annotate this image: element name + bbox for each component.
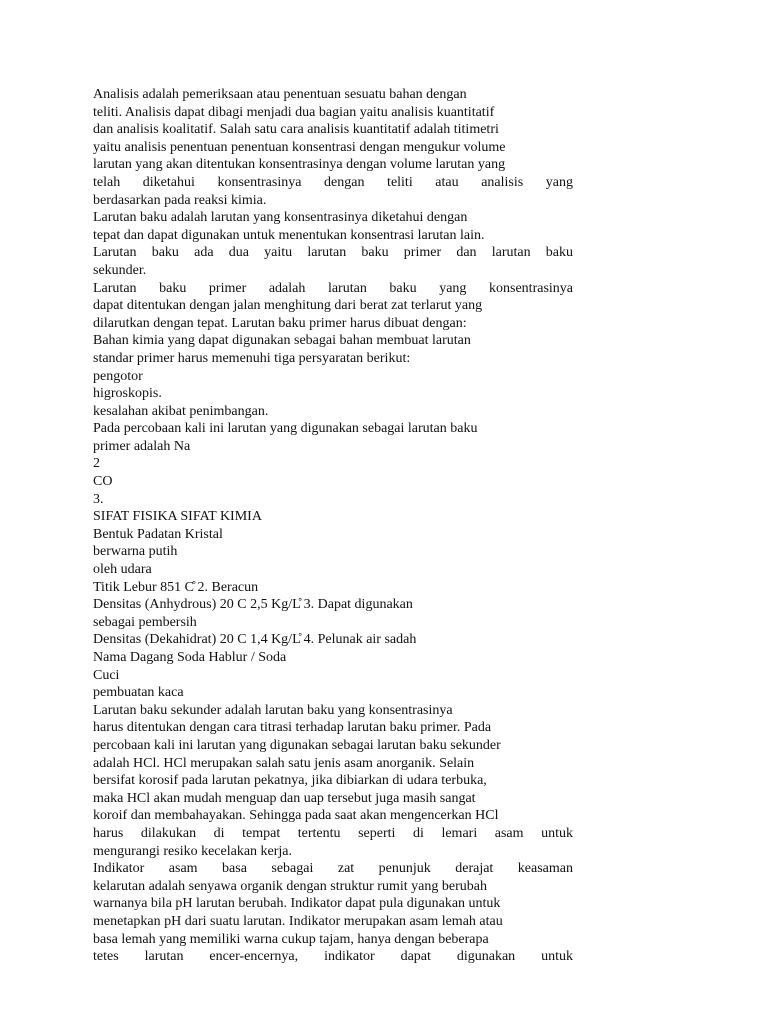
text-line: Larutan baku adalah larutan yang konsentrasinya diketahui dengan <box>93 210 468 226</box>
text-line: tepat dan dapat digunakan untuk menentukan konsentrasi larutan lain. <box>93 227 485 243</box>
text-line: warnanya bila pH larutan berubah. Indikator dapat pula digunakan untuk <box>93 896 501 912</box>
text-line: primer adalah Na <box>93 438 191 454</box>
text-line: harus ditentukan dengan cara titrasi terhadap larutan baku primer. Pada <box>93 720 492 736</box>
text-line: Bahan kimia yang dapat digunakan sebagai bahan membuat larutan <box>93 333 471 349</box>
text-line: Nama Dagang Soda Hablur / Soda <box>93 650 287 665</box>
text-line: koroif dan membahayakan. Sehingga pada saat akan mengencerkan HCl <box>93 808 499 824</box>
text-line: harus dilakukan di tempat tertentu seperti di lemari asam untuk <box>93 825 573 841</box>
text-line: larutan yang akan ditentukan konsentrasinya dengan volume larutan yang <box>93 157 506 173</box>
text-line: sebagai pembersih <box>93 614 197 630</box>
text-line: Indikator asam basa sebagai zat penunjuk derajat keasaman <box>93 861 573 877</box>
text-line: kesalahan akibat penimbangan. <box>93 403 269 419</box>
text-line: mengurangi resiko kecelakan kerja. <box>93 843 293 859</box>
text-line: Larutan baku primer adalah larutan baku yang konsentrasinya <box>93 280 573 296</box>
text-line: maka HCl akan mudah menguap dan uap tersebut juga masih sangat <box>93 790 476 806</box>
text-line: dapat ditentukan dengan jalan menghitung dari berat zat terlarut yang <box>93 298 483 314</box>
text-line: Densitas (Dekahidrat) 20 C 1,4 Kg/L̊ 4. Pelunak air sadah <box>93 632 417 648</box>
text-line: sekunder. <box>93 262 147 278</box>
text-line: standar primer harus memenuhi tiga persyaratan berikut: <box>93 350 411 366</box>
text-line: CO <box>93 474 113 490</box>
text-line: berdasarkan pada reaksi kimia. <box>93 192 267 208</box>
text-line: Titik Lebur 851 C̊ 2. Beracun <box>93 579 259 595</box>
text-line: higroskopis. <box>93 386 162 402</box>
text-line: tetes larutan encer-encernya, indikator dapat digunakan untuk <box>93 949 573 965</box>
text-line: oleh udara <box>93 562 152 578</box>
text-line: SIFAT FISIKA SIFAT KIMIA <box>93 509 262 525</box>
text-line: basa lemah yang memiliki warna cukup tajam, hanya dengan beberapa <box>93 931 489 947</box>
text-line: 2 <box>93 456 100 472</box>
text-line: bersifat korosif pada larutan pekatnya, jika dibiarkan di udara terbuka, <box>93 773 487 789</box>
text-line: Analisis adalah pemeriksaan atau penentuan sesuatu bahan dengan <box>93 87 467 102</box>
text-line: Cuci <box>93 667 120 683</box>
text-line: yaitu analisis penentuan penentuan konsentrasi dengan mengukur volume <box>93 139 506 155</box>
text-line: 3. <box>93 491 104 507</box>
text-line: kelarutan adalah senyawa organik dengan struktur rumit yang berubah <box>93 878 487 894</box>
text-line: dan analisis koalitatif. Salah satu cara analisis kuantitatif adalah titimetri <box>93 122 499 138</box>
text-line: Bentuk Padatan Kristal <box>93 526 223 542</box>
text-line: telah diketahui konsentrasinya dengan teliti atau analisis yang <box>93 174 573 190</box>
text-line: Larutan baku sekunder adalah larutan baku yang konsentrasinya <box>93 702 453 718</box>
text-line: Pada percobaan kali ini larutan yang digunakan sebagai larutan baku <box>93 421 478 437</box>
text-line: berwarna putih <box>93 544 178 560</box>
text-line: Larutan baku ada dua yaitu larutan baku primer dan larutan baku <box>93 245 573 261</box>
text-line: Densitas (Anhydrous) 20 C 2,5 Kg/L̊ 3. Dapat digunakan <box>93 597 413 613</box>
text-line: pengotor <box>93 368 143 384</box>
text-line: menetapkan pH dari suatu larutan. Indikator merupakan asam lemah atau <box>93 913 503 929</box>
text-line: adalah HCl. HCl merupakan salah satu jenis asam anorganik. Selain <box>93 755 475 771</box>
text-line: dilarutkan dengan tepat. Larutan baku primer harus dibuat dengan: <box>93 315 467 331</box>
document-body-text <box>93 86 573 966</box>
text-line: percobaan kali ini larutan yang digunakan sebagai larutan baku sekunder <box>93 737 501 753</box>
text-line: pembuatan kaca <box>93 685 184 701</box>
text-line: teliti. Analisis dapat dibagi menjadi dua bagian yaitu analisis kuantitatif <box>93 104 495 120</box>
